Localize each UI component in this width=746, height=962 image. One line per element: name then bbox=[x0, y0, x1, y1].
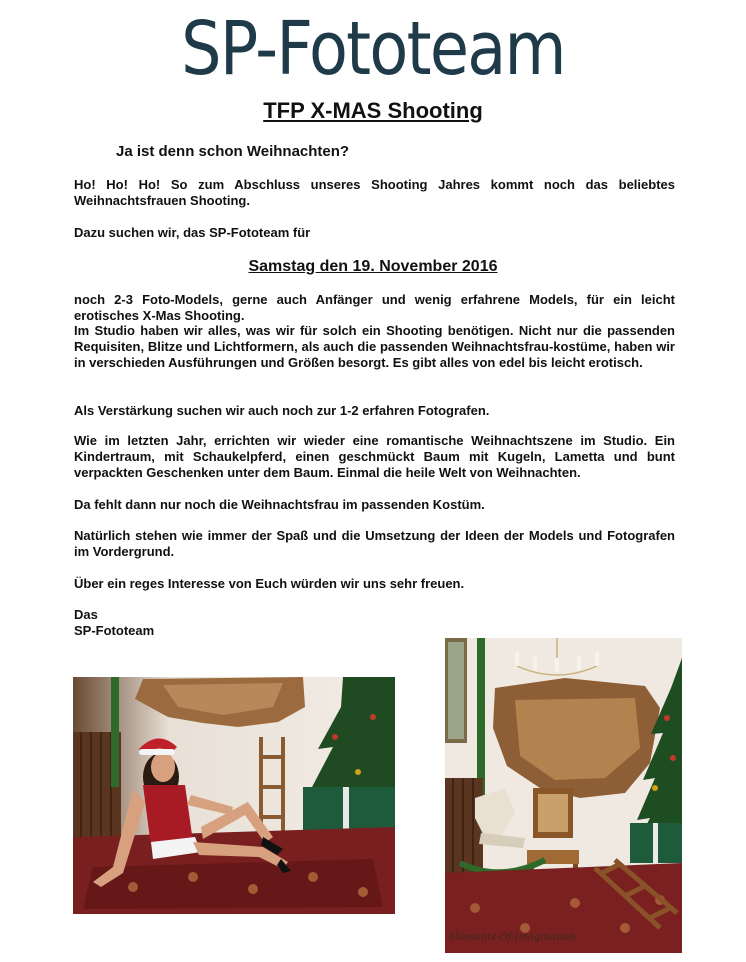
interest-paragraph: Über ein reges Interesse von Euch würden wir uns sehr freuen. bbox=[74, 576, 465, 591]
models-paragraph: noch 2-3 Foto-Models, gerne auch Anfänger und wenig erfahrene Models, für ein leicht erotisches X-Mas Shooting. bbox=[74, 292, 675, 323]
page-title: TFP X-MAS Shooting bbox=[263, 98, 483, 123]
search-line: Dazu suchen wir, das SP-Fototeam für bbox=[74, 225, 311, 240]
photographers-paragraph: Als Verstärkung suchen wir auch noch zur 1-2 erfahren Fotografen. bbox=[74, 403, 490, 418]
photo-model-christmas bbox=[73, 677, 395, 914]
signature-line-2: SP-Fototeam bbox=[74, 623, 155, 638]
intro-paragraph: Ho! Ho! Ho! So zum Abschluss unseres Shooting Jahres kommt noch das beliebtes Weihnachtsfrauen Shooting. bbox=[74, 177, 675, 208]
studio-paragraph: Im Studio haben wir alles, was wir für solch ein Shooting benötigen. Nicht nur die passenden Requisiten, Blitze und Lichtformern, als auch die passenden Weihnachtsfrau-kostüme, haben wir in verschieden Ausführungen und Größen besorgt. Es gibt alles von edel bis leicht erotisch. bbox=[74, 323, 675, 370]
logo: SP-Fototeam bbox=[181, 6, 565, 92]
fun-paragraph: Natürlich stehen wie immer der Spaß und die Umsetzung der Ideen der Models und Fotografen im Vordergrund. bbox=[74, 528, 675, 559]
missing-paragraph: Da fehlt dann nur noch die Weihnachtsfrau im passenden Kostüm. bbox=[74, 497, 485, 512]
photo-christmas-set bbox=[445, 638, 682, 953]
scene-paragraph: Wie im letzten Jahr, errichten wir wieder eine romantische Weihnachtszene im Studio. Ein Kindertraum, mit Schaukelpferd, einen geschmückt Baum mit Kugeln, Lametta und bunt verpackten Geschenken unter dem Baum. Einmal die heile Welt von Weihnachten. bbox=[74, 433, 675, 480]
event-date: Samstag den 19. November 2016 bbox=[248, 258, 498, 275]
signature-line-1: Das bbox=[74, 607, 98, 622]
photo-watermark: Moments-Of-Imagination bbox=[449, 932, 576, 943]
subtitle: Ja ist denn schon Weihnachten? bbox=[116, 143, 350, 160]
